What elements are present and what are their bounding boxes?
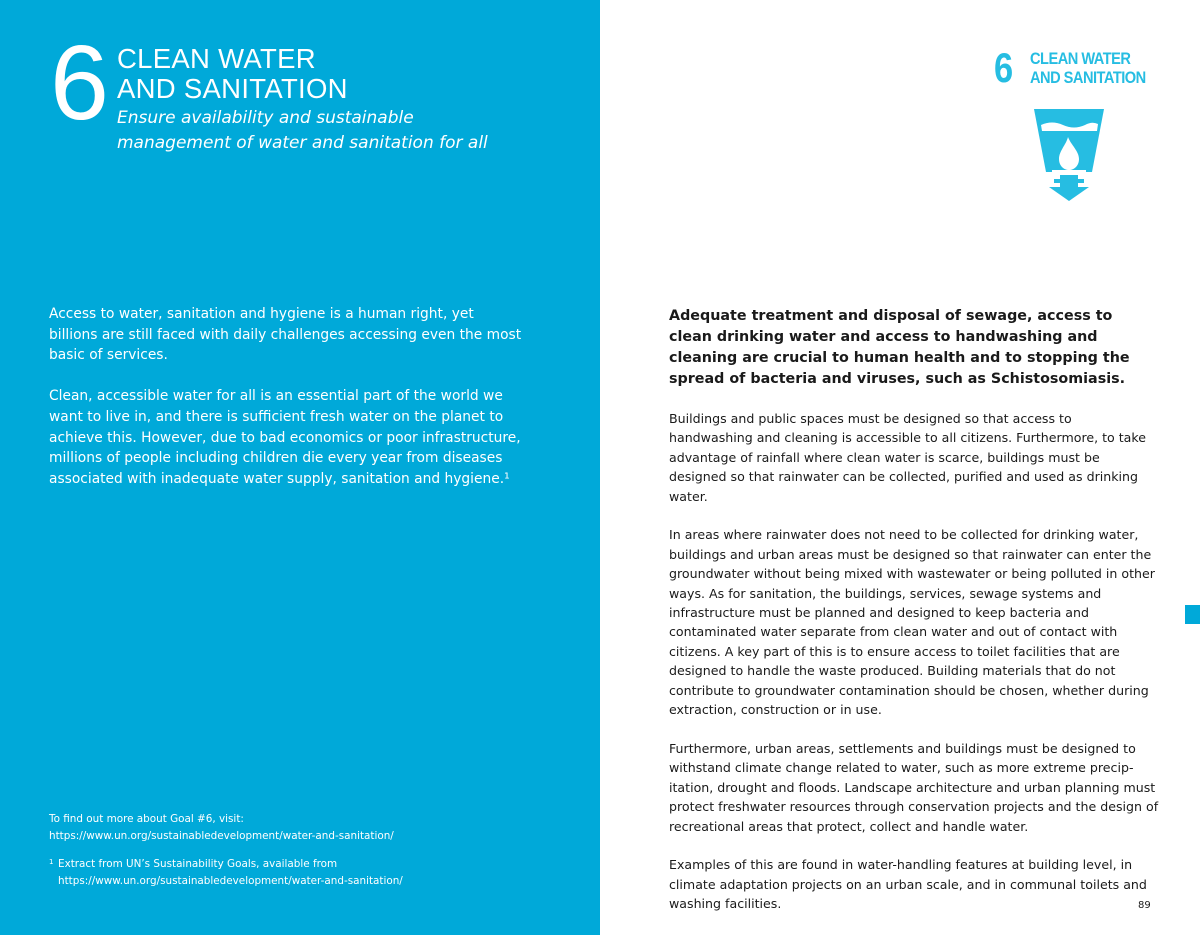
intro-text: [49, 304, 524, 510]
more-info-line: To find out more about Goal #6, visit:: [49, 813, 244, 825]
goal-subtitle: [117, 106, 557, 156]
footnote-line: Extract from UN’s Sustainability Goals, available from: [58, 858, 338, 870]
main-text: [669, 306, 1159, 933]
badge-title-line: AND SANITATION: [1030, 68, 1146, 87]
more-info: [49, 811, 549, 890]
section-tab-marker: [1185, 605, 1200, 624]
more-info-link[interactable]: https://www.un.org/sustainabledevelopment/water-and-sanitation/: [49, 830, 394, 842]
page-number: 89: [1138, 900, 1151, 911]
body-paragraph: Buildings and public spaces must be designed so that access to handwashing and cleaning is accessible to all citizens. Furthermore, to take advantage of rainfall where clean water is scarce, buildings must be designed so that rainwater can be collected, purified and used as drinking water.: [669, 411, 1146, 504]
footnote-text: [58, 856, 403, 890]
badge-title-line: CLEAN WATER: [1030, 49, 1131, 68]
badge-number: 6: [994, 44, 1014, 91]
body-paragraph: In areas where rainwater does not need to be collected for drinking water, buildings and urban areas must be designed so that rainwater can enter the groundwater without being mixed with wastewater or being polluted in other ways. As for sanitation, the buildings, services, sewage systems and infrastructure must be planned and designed to keep bacteria and contaminated water separate from clean water and out of contact with citizens. A key part of this is to ensure access to toilet facilities that are designed to handle the waste produced. Building materials that do not contribute to groundwater contamination should be chosen, whether during extraction, construction or in use.: [669, 527, 1155, 718]
goal-subtitle-line: management of water and sanitation for all: [117, 133, 488, 153]
footnote-link[interactable]: https://www.un.org/sustainabledevelopment/water-and-sanitation/: [58, 875, 403, 887]
intro-paragraph: Access to water, sanitation and hygiene is a human right, yet billions are still faced with daily challenges accessing even the most basic of services.: [49, 306, 522, 364]
goal-title-line: CLEAN WATER: [117, 43, 316, 74]
intro-paragraph: Clean, accessible water for all is an essential part of the world we want to live in, and there is sufficient fresh water on the planet to achieve this. However, due to bad economics or poor infrastructure, millions of people including children die every year from diseases associated with inadequate water supply, sanitation and hygiene.¹: [49, 388, 521, 487]
water-glass-drop-icon: [1034, 109, 1104, 202]
footnote: [49, 856, 549, 890]
sdg-badge: [990, 46, 1150, 206]
goal-subtitle-line: Ensure availability and sustainable: [117, 108, 414, 128]
goal-title-line: AND SANITATION: [117, 73, 348, 104]
goal-title: [117, 44, 348, 104]
body-paragraph: Examples of this are found in water-handling features at building level, in climate adaptation projects on an urban scale, and in communal toilets and washing facilities.: [669, 857, 1147, 912]
goal-number: 6: [50, 24, 107, 142]
badge-title: [1030, 49, 1146, 87]
body-paragraph: Furthermore, urban areas, settlements and buildings must be designed to withstand climate change related to water, such as more extreme precip-itation, drought and floods. Landscape architecture and urban planning must protect freshwater resources through conservation projects and the design of recreational areas that protect, collect and handle water.: [669, 740, 1159, 834]
footnote-mark: 1: [49, 858, 54, 866]
lead-paragraph: Adequate treatment and disposal of sewage, access to clean drinking water and access to handwashing and cleaning are crucial to human health and to stopping the spread of bacteria and viruses, such as Schistosomiasis.: [669, 308, 1130, 387]
